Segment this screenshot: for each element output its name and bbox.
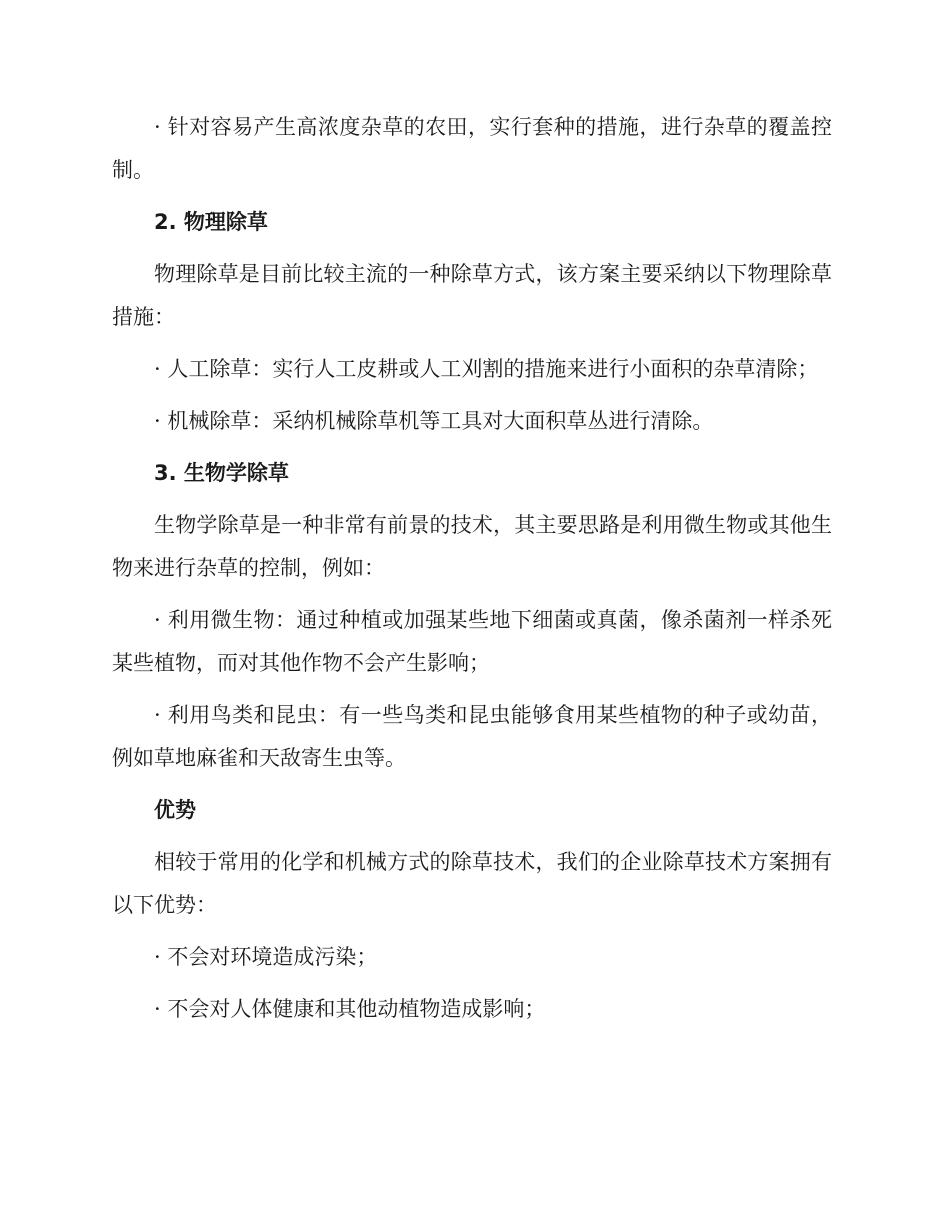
bullet-manual-weeding: · 人工除草：实行人工皮耕或人工刈割的措施来进行小面积的杂草清除； xyxy=(154,357,819,381)
heading-physical-weeding: 2. 物理除草 xyxy=(154,210,268,234)
bullet-no-health-impact: · 不会对人体健康和其他动植物造成影响； xyxy=(154,997,546,1021)
para-physical-intro: 物理除草是目前比较主流的一种除草方式，该方案主要采纳以下物理除草措施： xyxy=(112,262,832,329)
heading-advantages: 优势 xyxy=(154,798,196,822)
heading-biological-weeding: 3. 生物学除草 xyxy=(154,461,289,485)
bullet-no-pollution: · 不会对环境造成污染； xyxy=(154,945,378,969)
bullet-mechanical-weeding: · 机械除草：采纳机械除草机等工具对大面积草丛进行清除。 xyxy=(154,409,714,433)
bullet-birds-insects: · 利用鸟类和昆虫：有一些鸟类和昆虫能够食用某些植物的种子或幼苗，例如草地麻雀和天敌寄生虫等。 xyxy=(112,703,832,770)
para-biological-intro: 生物学除草是一种非常有前景的技术，其主要思路是利用微生物或其他生物来进行杂草的控制，例如： xyxy=(112,513,832,580)
document-page xyxy=(112,106,832,1040)
bullet-intercropping: · 针对容易产生高浓度杂草的农田，实行套种的措施，进行杂草的覆盖控制。 xyxy=(112,115,832,182)
para-advantages-intro: 相较于常用的化学和机械方式的除草技术，我们的企业除草技术方案拥有以下优势： xyxy=(112,850,832,917)
bullet-microorganisms: · 利用微生物：通过种植或加强某些地下细菌或真菌，像杀菌剂一样杀死某些植物，而对其他作物不会产生影响； xyxy=(112,608,832,675)
